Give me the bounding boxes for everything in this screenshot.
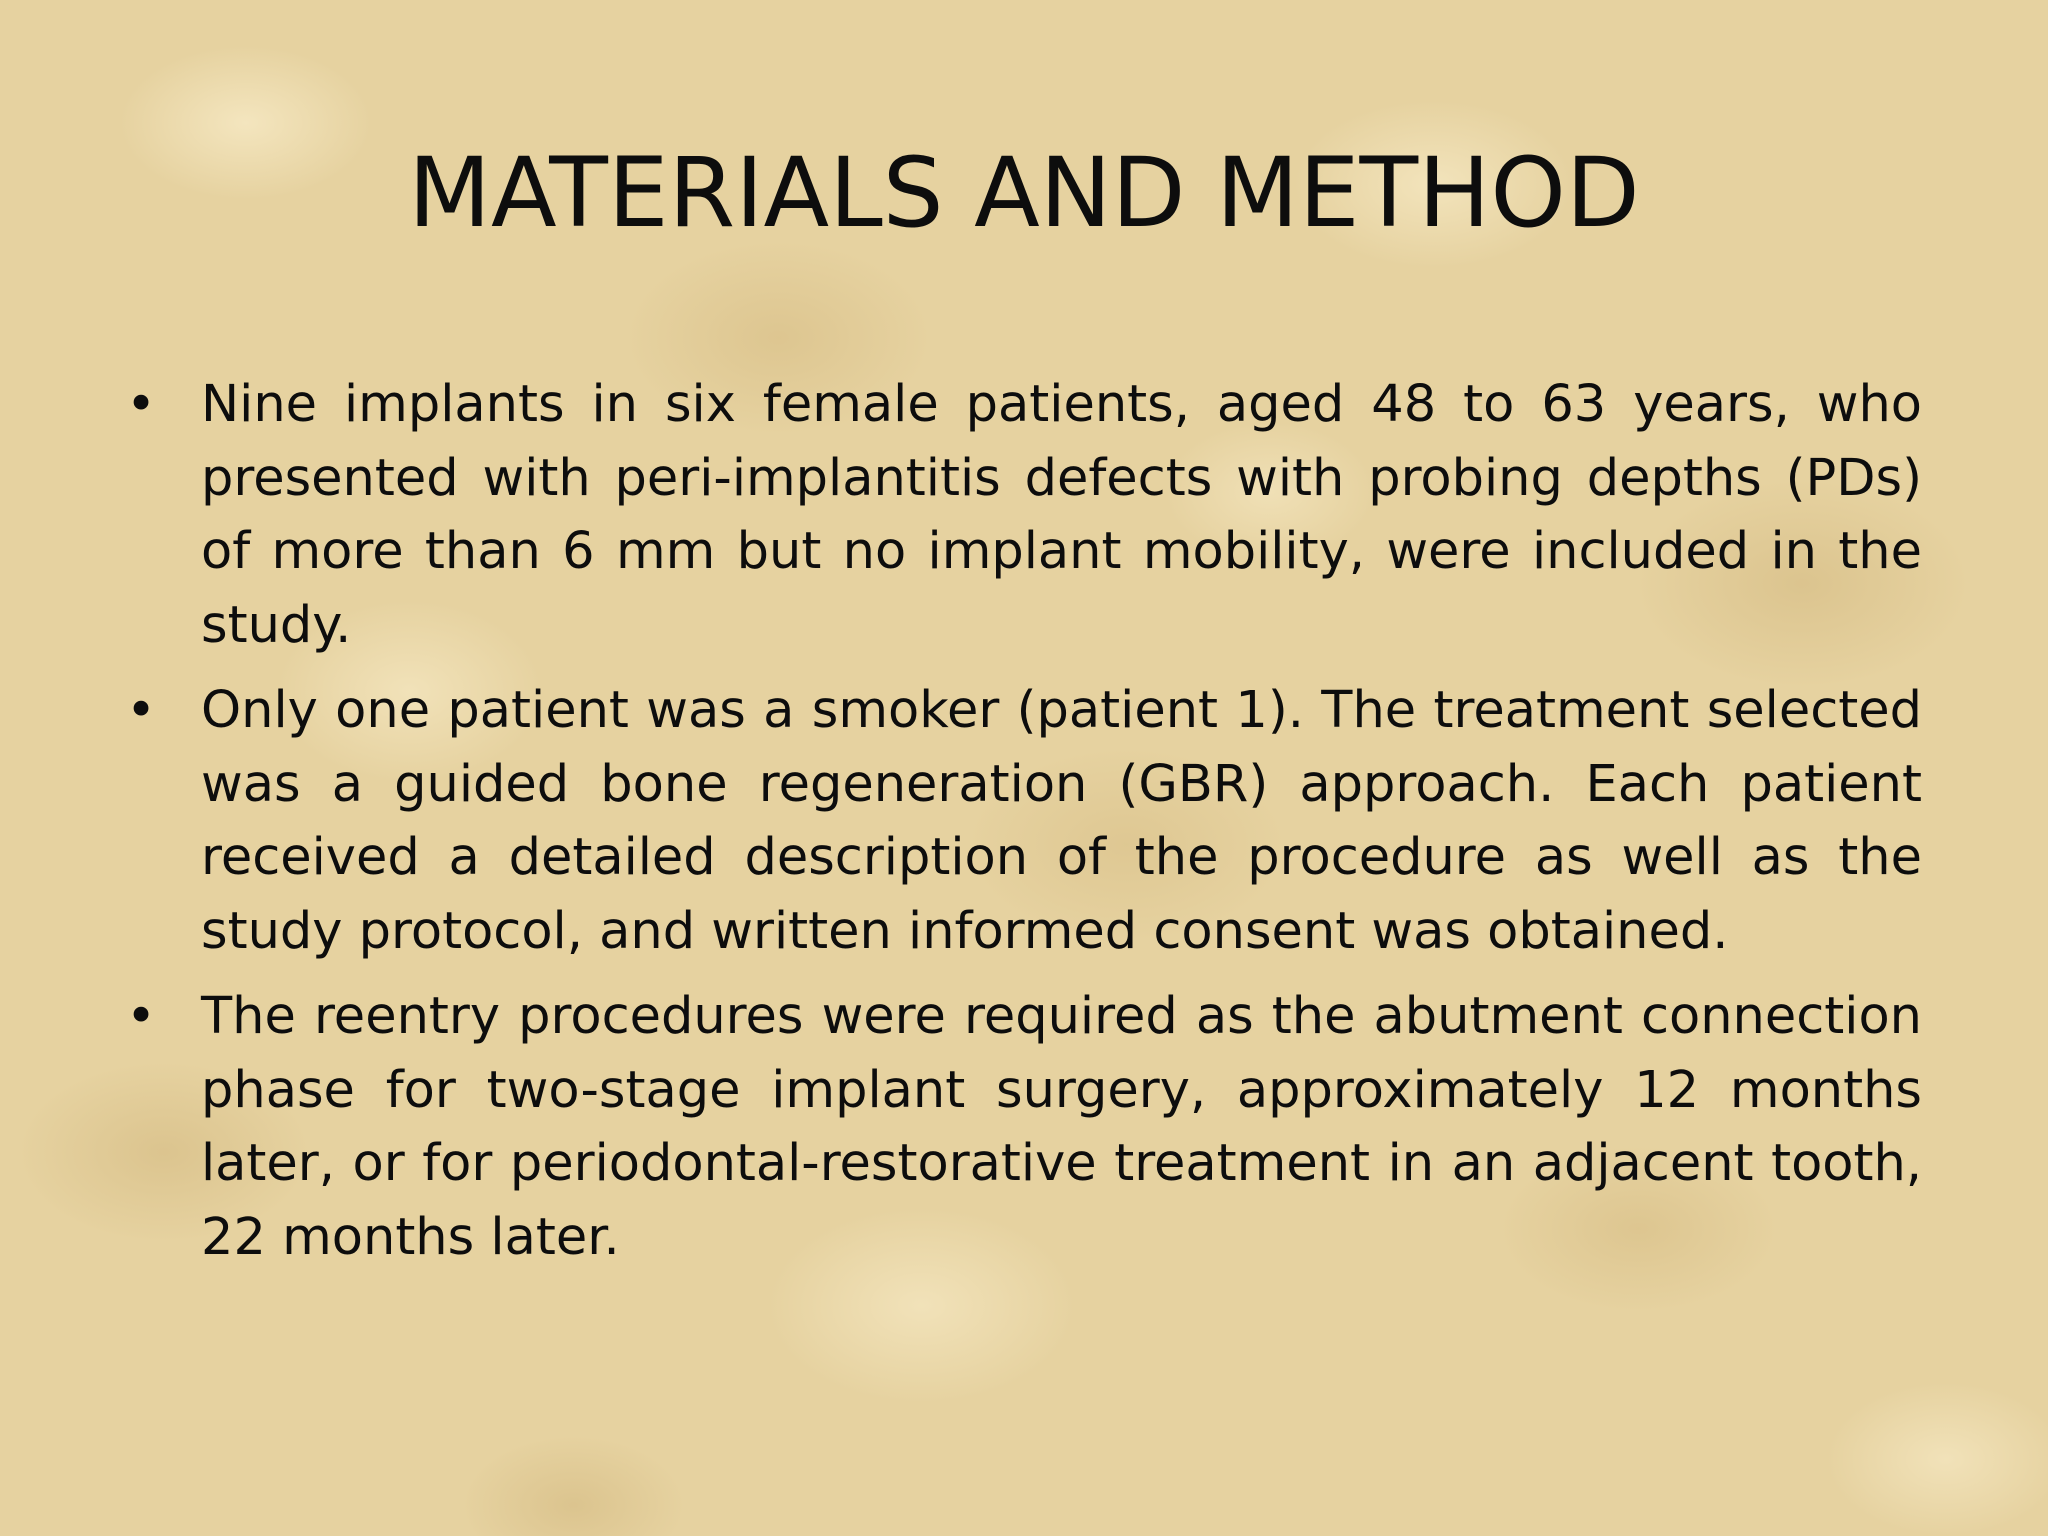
bullet-list <box>120 368 1922 1286</box>
bullet-icon: • <box>126 375 157 434</box>
bullet-icon: • <box>126 681 157 740</box>
slide-title: MATERIALS AND METHOD <box>408 137 1640 249</box>
bullet-text: Only one patient was a smoker (patient 1). The treatment selected was a guided bone regeneration (GBR) approach. Each patient received a detailed description of the procedure as well as the study protocol, and written informed consent was obtained. <box>201 681 1922 961</box>
bullet-item <box>120 980 1922 1274</box>
bullet-item <box>120 368 1922 662</box>
bullet-item <box>120 674 1922 968</box>
bullet-text: The reentry procedures were required as the abutment connection phase for two-stage implant surgery, approximately 12 months later, or for periodontal-restorative treatment in an adjacent tooth, 22 months later. <box>201 987 1922 1267</box>
bullet-icon: • <box>126 987 157 1046</box>
bullet-text: Nine implants in six female patients, aged 48 to 63 years, who presented with peri-implantitis defects with probing depths (PDs) of more than 6 mm but no implant mobility, were included in the study. <box>201 375 1922 655</box>
